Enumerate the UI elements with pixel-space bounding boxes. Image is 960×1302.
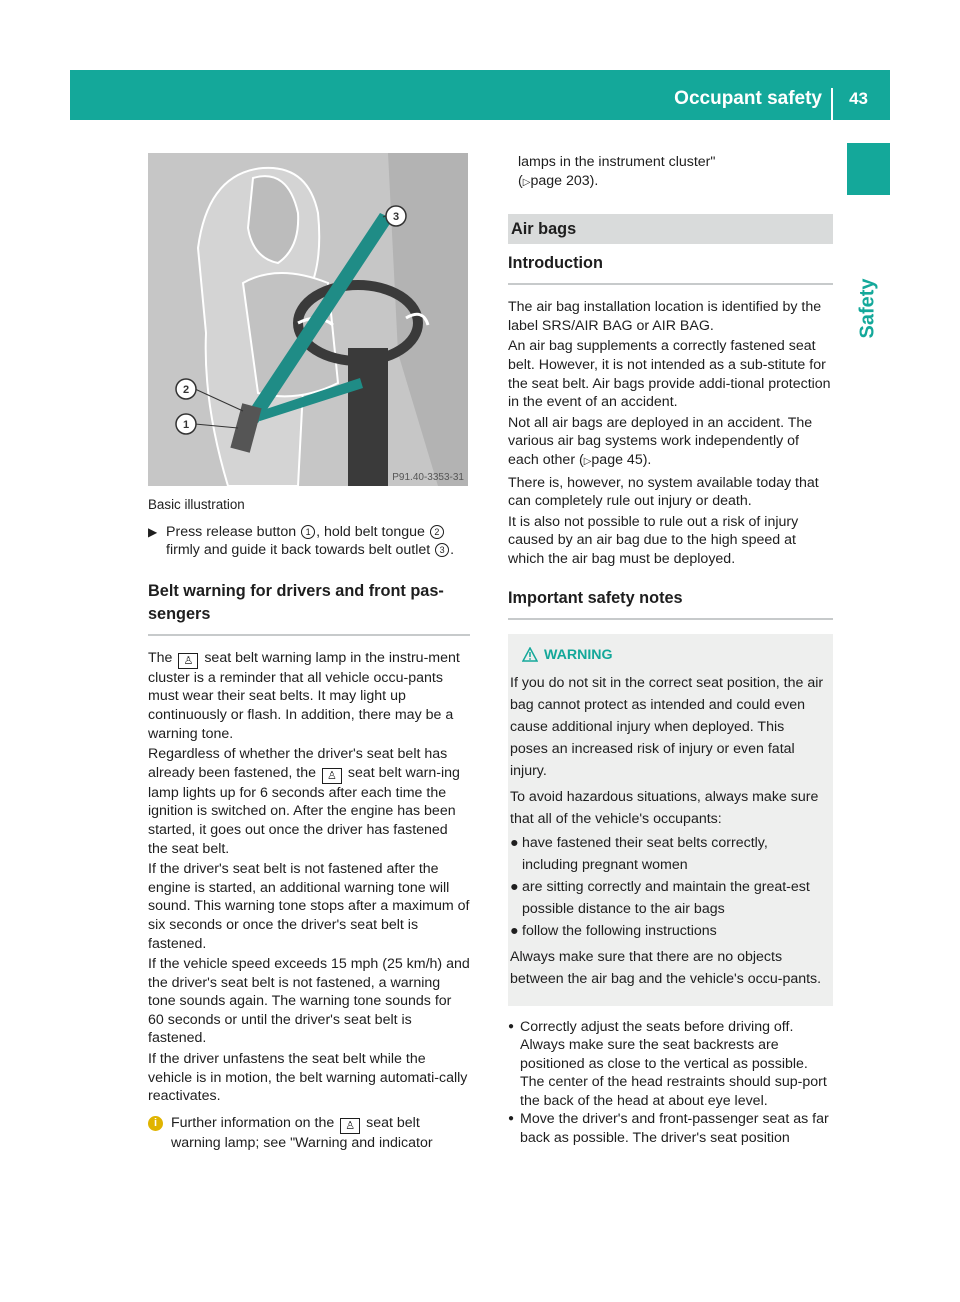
- paragraph: To avoid hazardous situations, always make sure that all of the vehicle's occupants:: [510, 788, 819, 827]
- introduction-heading: Introduction: [508, 254, 603, 273]
- page-number: 43: [849, 89, 868, 108]
- illustration-code: P91.40-3353-31: [392, 472, 464, 483]
- side-tab: [848, 278, 888, 338]
- seat-belt-lamp-icon: ♙: [178, 653, 198, 669]
- instruction-step: ▶ Press release button 1 , hold belt tongue 2 firmly and guide it back towards belt outlet 3 .: [148, 523, 455, 559]
- svg-text:1: 1: [182, 419, 190, 431]
- paragraph: The air bag installation location is identified by the label SRS/AIR BAG or AIR BAG.: [508, 299, 822, 334]
- step-arrow-icon: ▶: [148, 524, 158, 539]
- section-title: Occupant safety: [674, 88, 822, 109]
- paragraph: An air bag supplements a correctly fastened seat belt. However, it is not intended as a sub-stitute for the seat belt. Air bags provide addi-tional protection in the event of an accident.: [508, 338, 831, 411]
- page-ref-icon: ▷: [522, 176, 531, 188]
- paragraph: There is, however, no system available today that can completely rule out injury or death.: [508, 474, 819, 510]
- paragraph: If the driver unfastens the seat belt while the vehicle is in motion, the belt warning automati-cally reactivates.: [148, 1051, 468, 1105]
- illustration-drawing: [148, 153, 468, 486]
- paragraph: Regardless of whether the driver's seat belt has already been fastened, the ♙ seat belt warn-ing lamp lights up for 6 seconds after each time the ignition is switched on. After the engine has been started, it goes out once the driver has fastened the seat belt.: [148, 746, 460, 857]
- paragraph: The ♙ seat belt warning lamp in the instru-ment cluster is a reminder that all vehicle occu-pants must wear their seat belts. It may light up continuously or flash. In addition, there may be a warning tone.: [148, 649, 460, 742]
- instruction-list: [508, 1018, 833, 1148]
- paragraph: If the driver's seat belt is not fastened after the engine is started, an additional warning tone will sound. This warning tone stops after a maximum of six seconds or once the driver's seat belt is fastened.: [148, 861, 470, 952]
- side-tab-label: Safety: [856, 277, 879, 339]
- list-item: ● Correctly adjust the seats before driving off. Always make sure the seat backrests are positioned as close to the vertical as possible. The center of the head restraints should sup-port the back of the head at about eye level.: [508, 1018, 827, 1109]
- illustration-caption: Basic illustration: [148, 497, 245, 512]
- list-item: ● have fastened their seat belts correctly, including pregnant women: [510, 834, 768, 873]
- seat-belt-lamp-icon: ♙: [340, 1118, 360, 1134]
- paragraph: If the vehicle speed exceeds 15 mph (25 km/h) and the driver's seat belt is not fastened, a warning tone sounds again. The warning tone sounds for 60 seconds or until the driver's seat belt is fastened.: [148, 956, 470, 1047]
- warning-triangle-icon: [522, 647, 538, 662]
- continued-text: lamps in the instrument cluster" (▷page 203).: [518, 154, 716, 189]
- heading-rule: [148, 634, 470, 636]
- svg-text:2: 2: [182, 384, 190, 396]
- side-marker: [847, 143, 890, 195]
- callout-1: 1: [301, 525, 315, 539]
- warning-body: [510, 672, 825, 990]
- seat-belt-illustration: [148, 153, 468, 486]
- safety-notes-heading: Important safety notes: [508, 588, 683, 607]
- heading-rule: [508, 283, 833, 285]
- list-item: ● follow the following instructions: [510, 922, 717, 939]
- left-column: [148, 153, 470, 1152]
- belt-warning-heading: Belt warning for drivers and front pas-sengers: [148, 581, 444, 623]
- warning-box: [508, 634, 833, 1006]
- section-heading-air-bags: Air bags: [508, 214, 833, 244]
- callout-2: 2: [430, 525, 444, 539]
- list-item: ● Move the driver's and front-passenger seat as far back as possible. The driver's seat position: [508, 1111, 829, 1147]
- info-note: i Further information on the ♙ seat belt warning lamp; see "Warning and indicator: [148, 1114, 470, 1153]
- header-bar: [70, 70, 890, 120]
- paragraph: Always make sure that there are no objects between the air bag and the vehicle's occu-pants.: [510, 948, 822, 987]
- svg-text:3: 3: [392, 211, 400, 223]
- paragraph: Not all air bags are deployed in an accident. The various air bag systems work independently of each other (▷page 45).: [508, 414, 813, 468]
- paragraph: If you do not sit in the correct seat position, the air bag cannot protect as intended and could even cause additional injury when deployed. This poses an increased risk of injury or even fatal injury.: [510, 674, 824, 779]
- warning-label: WARNING: [544, 646, 613, 663]
- list-item: ● are sitting correctly and maintain the great-est possible distance to the air bags: [510, 878, 810, 917]
- info-icon: i: [148, 1116, 163, 1131]
- right-column: [508, 153, 833, 1148]
- paragraph: It is also not possible to rule out a risk of injury caused by an air bag due to the high speed at which the air bag must be deployed.: [508, 513, 799, 567]
- callout-3: 3: [435, 543, 449, 557]
- warning-header: [522, 644, 825, 666]
- page-ref-icon: ▷: [583, 455, 592, 467]
- heading-rule: [508, 618, 833, 620]
- seat-belt-lamp-icon: ♙: [322, 768, 342, 784]
- header-divider: [831, 88, 833, 120]
